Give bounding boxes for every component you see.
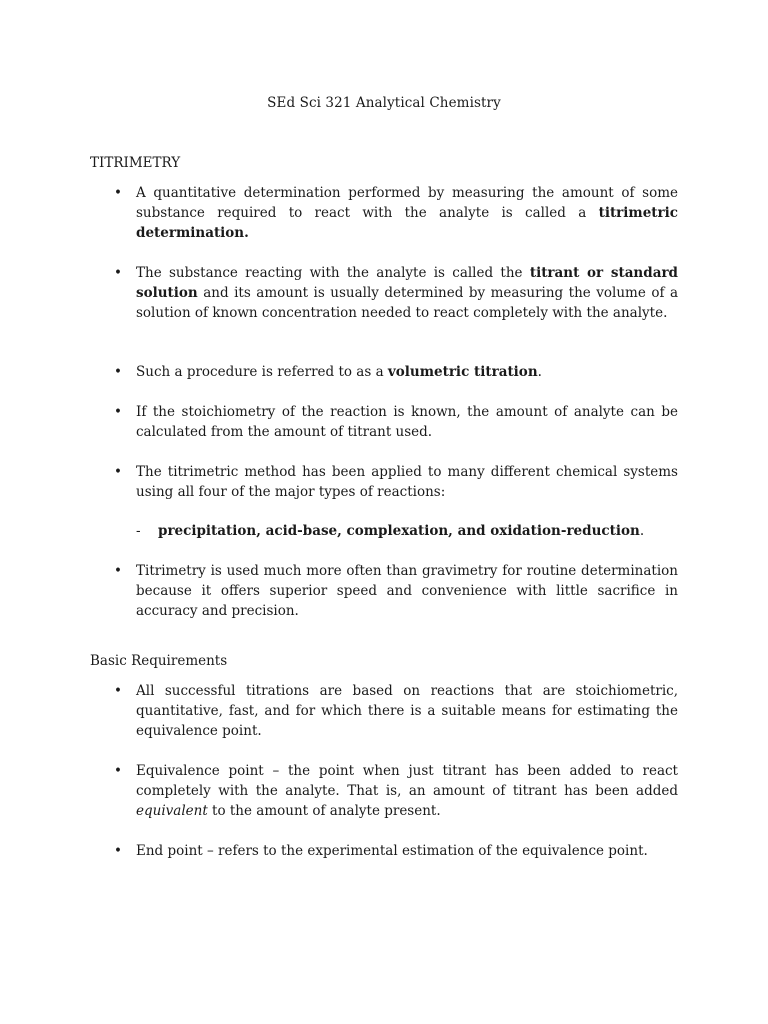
bullet-equivalence-point bbox=[136, 761, 678, 821]
bullet-bold-term: titrant or standard solution bbox=[136, 265, 678, 301]
bullet-titrimetric-method bbox=[136, 462, 678, 502]
bullet-text: If the stoichiometry of the reaction is known, the amount of analyte can be calculated from the amount of titrant used. bbox=[136, 404, 678, 440]
bullet-text: and its amount is usually determined by measuring the volume of a solution of known concentration needed to react completely with the analyte. bbox=[136, 285, 678, 321]
bullet-text: Such a procedure is referred to as a bbox=[136, 364, 388, 380]
bullet-text: All successful titrations are based on reactions that are stoichiometric, quantitative, fast, and for which there is a suitable means for estimating the equivalence point. bbox=[136, 683, 678, 739]
bullet-stoichiometry bbox=[136, 402, 678, 442]
bullet-end-point bbox=[136, 841, 678, 861]
bullet-bold-term: volumetric titration bbox=[387, 364, 538, 380]
section-heading-titrimetry: TITRIMETRY bbox=[90, 155, 181, 171]
bullet-text: The titrimetric method has been applied to many different chemical systems using all four of the major types of reactions: bbox=[136, 464, 678, 500]
bullet-titrant bbox=[136, 263, 678, 323]
document-title: SEd Sci 321 Analytical Chemistry bbox=[267, 95, 501, 111]
dash-marker: - bbox=[136, 523, 141, 539]
bullet-text: Equivalence point – the point when just titrant has been added to react completely with the analyte. That is, an amount of titrant has been added bbox=[136, 763, 678, 799]
bullet-text: The substance reacting with the analyte is called the bbox=[136, 265, 530, 281]
section-heading-basic-requirements: Basic Requirements bbox=[90, 653, 228, 669]
bullet-volumetric-titration bbox=[136, 362, 678, 382]
bullet-text: A quantitative determination performed by measuring the amount of some substance required to react with the analyte is called a bbox=[136, 185, 678, 221]
bullet-bold-term: titrimetric determination. bbox=[136, 205, 678, 241]
bullet-italic-term: equivalent bbox=[136, 803, 208, 819]
bullet-successful-titrations bbox=[136, 681, 678, 741]
reaction-types-bold: precipitation, acid-base, complexation, and oxidation-reduction bbox=[158, 523, 640, 539]
bullet-text: Titrimetry is used much more often than gravimetry for routine determination because it offers superior speed and convenience with little sacrifice in accuracy and precision. bbox=[136, 563, 678, 619]
bullet-titrimetric-determination bbox=[136, 183, 678, 243]
bullet-text: . bbox=[537, 364, 542, 380]
dash-item-reaction-types bbox=[136, 521, 696, 541]
bullet-text: to the amount of analyte present. bbox=[207, 803, 441, 819]
bullet-titrimetry-vs-gravimetry bbox=[136, 561, 678, 621]
bullet-text: End point – refers to the experimental estimation of the equivalence point. bbox=[136, 843, 648, 859]
dash-item-text: . bbox=[639, 523, 645, 539]
